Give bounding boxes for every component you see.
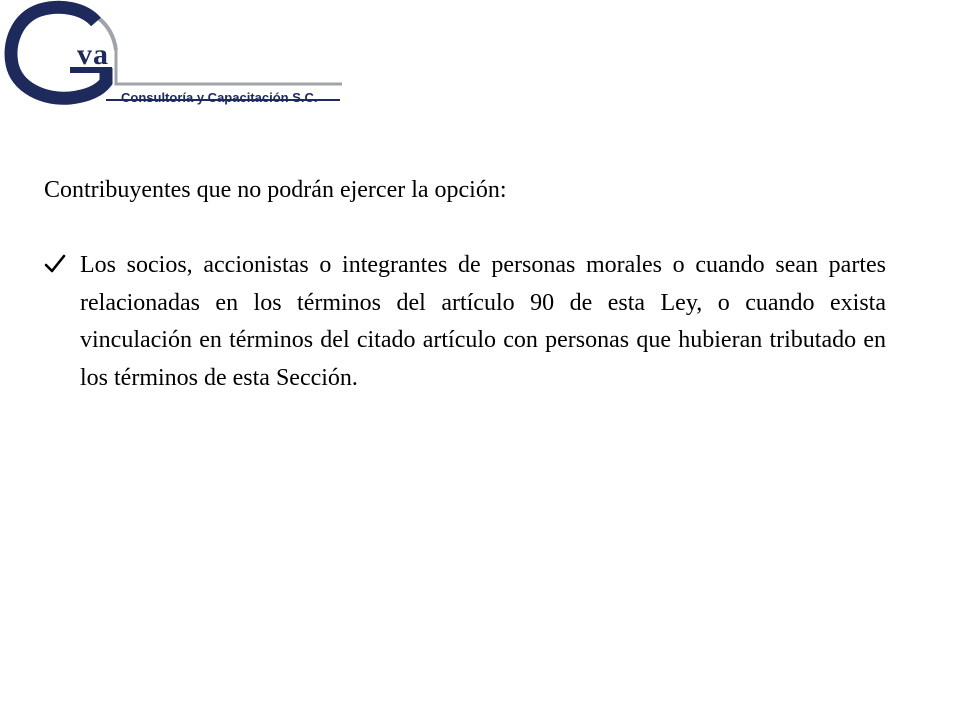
bullet-text: Los socios, accionistas o integrantes de personas morales o cuando sean partes relacionadas en los términos del artículo 90 de esta Ley, o cuando exista vinculación en términos del citado artículo con personas que hubieran tributado en los términos de esta Sección. xyxy=(80,252,886,391)
logo-company-name: Consultoría y Capacitación S.C. xyxy=(121,90,318,105)
slide-heading: Contribuyentes que no podrán ejercer la opción: xyxy=(44,177,507,203)
list-item xyxy=(44,247,886,397)
bullet-list xyxy=(44,247,886,397)
logo-letters: va xyxy=(77,38,109,71)
company-logo xyxy=(0,0,360,120)
checkmark-icon xyxy=(44,253,66,275)
